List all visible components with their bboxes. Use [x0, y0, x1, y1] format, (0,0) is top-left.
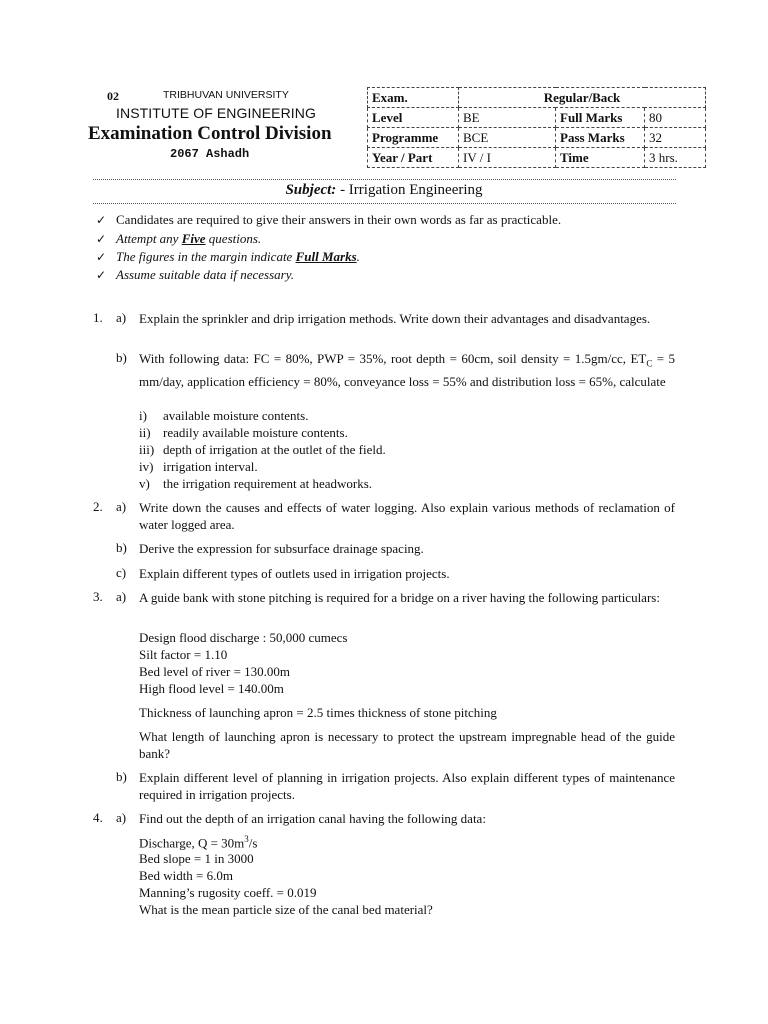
question-2c-text: Explain different types of outlets used in irrigation projects.: [139, 566, 450, 581]
data-line: Bed width = 6.0m: [139, 868, 233, 883]
level-label: Level: [368, 108, 459, 128]
instruction-1: ✓ Candidates are required to give their answers in their own words as far as practicable.: [96, 212, 562, 227]
list-item: iv) irrigation interval.: [139, 459, 258, 474]
time-value: 3 hrs.: [645, 148, 706, 168]
question-2a-text: Write down the causes and effects of water logging. Also explain various methods of reclamation of water logged area.: [139, 500, 675, 532]
part-label: c): [116, 565, 127, 580]
pass-marks-label: Pass Marks: [556, 128, 645, 148]
part-label: b): [116, 540, 127, 555]
subject-name: - Irrigation Engineering: [340, 182, 483, 198]
list-item: i) available moisture contents.: [139, 408, 309, 423]
list-item: iii) depth of irrigation at the outlet of the field.: [139, 442, 386, 457]
question-1a-text: Explain the sprinkler and drip irrigation methods. Write down their advantages and disadvantages.: [139, 311, 651, 326]
part-label: a): [116, 310, 127, 325]
university-name: TRIBHUVAN UNIVERSITY: [163, 89, 289, 101]
year-part-value: IV / I: [459, 148, 556, 168]
full-marks-label: Full Marks: [556, 108, 645, 128]
list-item: ii) readily available moisture contents.: [139, 425, 348, 440]
level-value: BE: [459, 108, 556, 128]
question-number: 1.: [93, 310, 103, 325]
instruction-2: ✓ Attempt any Five questions.: [96, 231, 262, 246]
part-label: b): [116, 769, 127, 784]
data-line: Discharge, $Q = 30m^3/s$: [139, 834, 258, 851]
data-line: What is the mean particle size of the canal bed material?: [139, 902, 433, 917]
division-title: Examination Control Division: [88, 123, 332, 144]
exam-session: 2067 Ashadh: [170, 147, 250, 161]
check-icon: ✓: [96, 213, 107, 227]
programme-label: Programme: [368, 128, 459, 148]
exam-label: Exam.: [368, 88, 459, 108]
part-label: a): [116, 499, 127, 514]
data-line: Bed level of river = 130.00m: [139, 664, 291, 679]
check-icon: ✓: [96, 268, 107, 282]
question-number: 3.: [93, 589, 103, 604]
paper-code: 02: [107, 89, 119, 103]
exam-info-table: [367, 87, 706, 168]
instruction-3: ✓ The figures in the margin indicate Full Marks.: [96, 249, 360, 264]
year-part-label: Year / Part: [368, 148, 459, 168]
data-line: Thickness of launching apron = 2.5 times thickness of stone pitching: [139, 705, 497, 720]
part-label: a): [116, 810, 127, 825]
time-label: Time: [556, 148, 645, 168]
subject-label: Subject:: [285, 182, 337, 198]
question-2b-text: Derive the expression for subsurface drainage spacing.: [139, 541, 424, 556]
part-label: a): [116, 589, 127, 604]
question-3a-ask: What length of launching apron is necessary to protect the upstream impregnable head of the guide bank?: [139, 729, 675, 761]
check-icon: ✓: [96, 232, 107, 246]
question-number: 2.: [93, 499, 103, 514]
subject-line: [0, 182, 768, 199]
programme-value: BCE: [459, 128, 556, 148]
full-marks-value: 80: [645, 108, 706, 128]
question-3b-text: Explain different level of planning in irrigation projects. Also explain different types of maintenance required in irrigation projects.: [139, 770, 675, 802]
pass-marks-value: 32: [645, 128, 706, 148]
institute-name: INSTITUTE OF ENGINEERING: [116, 105, 316, 121]
data-line: Silt factor = 1.10: [139, 647, 228, 662]
data-line: Manning’s rugosity coeff. = 0.019: [139, 885, 317, 900]
part-label: b): [116, 350, 127, 365]
data-line: High flood level = 140.00m: [139, 681, 284, 696]
instruction-4: ✓ Assume suitable data if necessary.: [96, 267, 295, 282]
question-3a-text: A guide bank with stone pitching is required for a bridge on a river having the following particulars:: [139, 590, 660, 605]
list-item: v) the irrigation requirement at headworks.: [139, 476, 373, 491]
question-1b-text: With following data: FC = 80%, PWP = 35%, root depth = 60cm, soil density = 1.5gm/cc, $ET_C = 5$ mm/day, application efficiency = 80%, conveyance loss = 55% and distribution loss = 65%, calculate: [139, 351, 675, 389]
exam-value: Regular/Back: [459, 88, 706, 108]
check-icon: ✓: [96, 250, 107, 264]
top-divider: [93, 179, 676, 180]
data-line: Bed slope = 1 in 3000: [139, 851, 254, 866]
question-4a-text: Find out the depth of an irrigation canal having the following data:: [139, 811, 486, 826]
data-line: Design flood discharge : 50,000 cumecs: [139, 630, 348, 645]
question-number: 4.: [93, 810, 103, 825]
subject-divider: [93, 203, 676, 204]
